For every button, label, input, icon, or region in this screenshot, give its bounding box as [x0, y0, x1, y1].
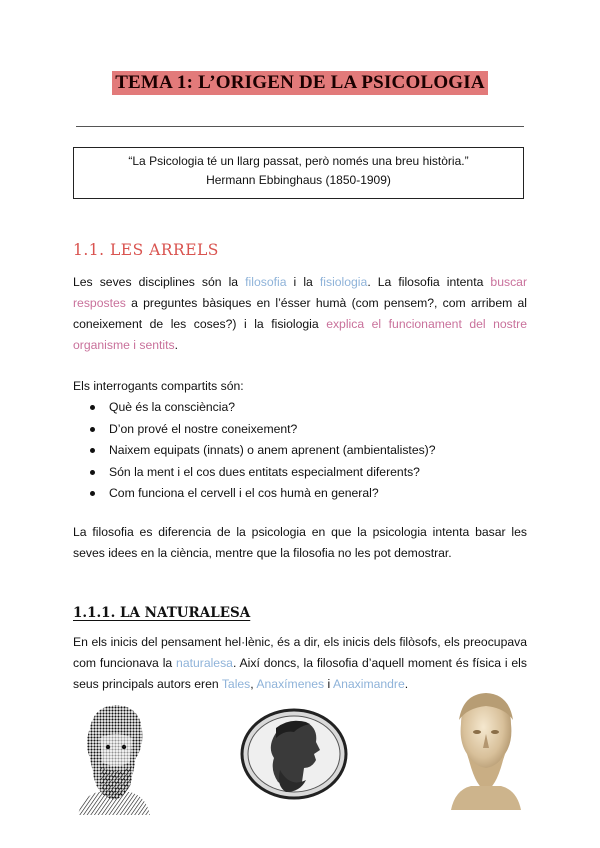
text-span: Les seves disciplines són la: [73, 275, 246, 289]
text-span: . La filosofia intenta: [367, 275, 491, 289]
thales-engraving-image: [72, 700, 154, 815]
list-item: D’on prové el nostre coneixement?: [73, 419, 436, 441]
text-span: ,: [250, 677, 257, 691]
highlight-funcionament: explica el funcionament del nostre organisme i sentits: [73, 317, 528, 352]
quote-text: “La Psicologia té un llarg passat, però només una breu història.”: [128, 154, 469, 168]
highlight-fisiologia: fisiologia: [319, 275, 368, 289]
paragraph-interrogants: Els interrogants compartits són:: [73, 379, 244, 393]
text-span: .: [174, 338, 178, 352]
list-item: Naixem equipats (innats) o anem aprenent (ambientalistes)?: [73, 440, 436, 462]
anaximenes-medallion-image: [240, 708, 348, 800]
highlight-anaximandre: Anaximandre: [332, 677, 405, 691]
text-span: i: [324, 677, 333, 691]
section-heading-arrels: 1.1. LES ARRELS: [73, 241, 219, 259]
text-span: En els inicis del pensament hel·lènic, és a dir, els inicis dels filòsofs, els preocupava com funcionava la: [73, 635, 527, 670]
title-wrapper: [0, 71, 600, 95]
highlight-buscar-respostes: buscar respostes: [73, 275, 528, 310]
paragraph-disciplines: [73, 272, 527, 356]
questions-list: [73, 397, 436, 505]
quote-author: Hermann Ebbinghaus (1850-1909): [206, 173, 391, 187]
list-item: Com funciona el cervell i el cos humà en general?: [73, 483, 436, 505]
highlight-anaximenes: Anaxímenes: [256, 677, 325, 691]
text-span: a preguntes bàsiques en l’ésser humà (com pensem?, com arribem al coneixement de les coses?) i la fisiologia: [73, 296, 527, 331]
title-divider: [76, 126, 524, 127]
quote-box: [73, 147, 524, 199]
highlight-filosofia: filosofia: [245, 275, 287, 289]
paragraph-naturalesa: [73, 632, 527, 695]
text-span: .: [404, 677, 409, 691]
document-title: TEMA 1: L’ORIGEN DE LA PSICOLOGIA: [112, 71, 488, 95]
anaximander-bust-image: [443, 690, 529, 810]
highlight-tales: Tales: [221, 677, 251, 691]
section-heading-naturalesa: 1.1.1. LA NATURALESA: [73, 605, 251, 621]
highlight-naturalesa: naturalesa: [176, 656, 233, 670]
list-item: Què és la consciència?: [73, 397, 436, 419]
paragraph-diferencia: La filosofia es diferencia de la psicologia en que la psicologia intenta basar les seves idees en la ciència, mentre que la filosofia no les pot demostrar.: [73, 525, 527, 560]
list-item: Són la ment i el cos dues entitats especialment diferents?: [73, 462, 436, 484]
text-span: . Així doncs, la filosofia d’aquell moment és física i els seus principals autors eren: [73, 656, 527, 691]
text-span: i la: [286, 275, 320, 289]
